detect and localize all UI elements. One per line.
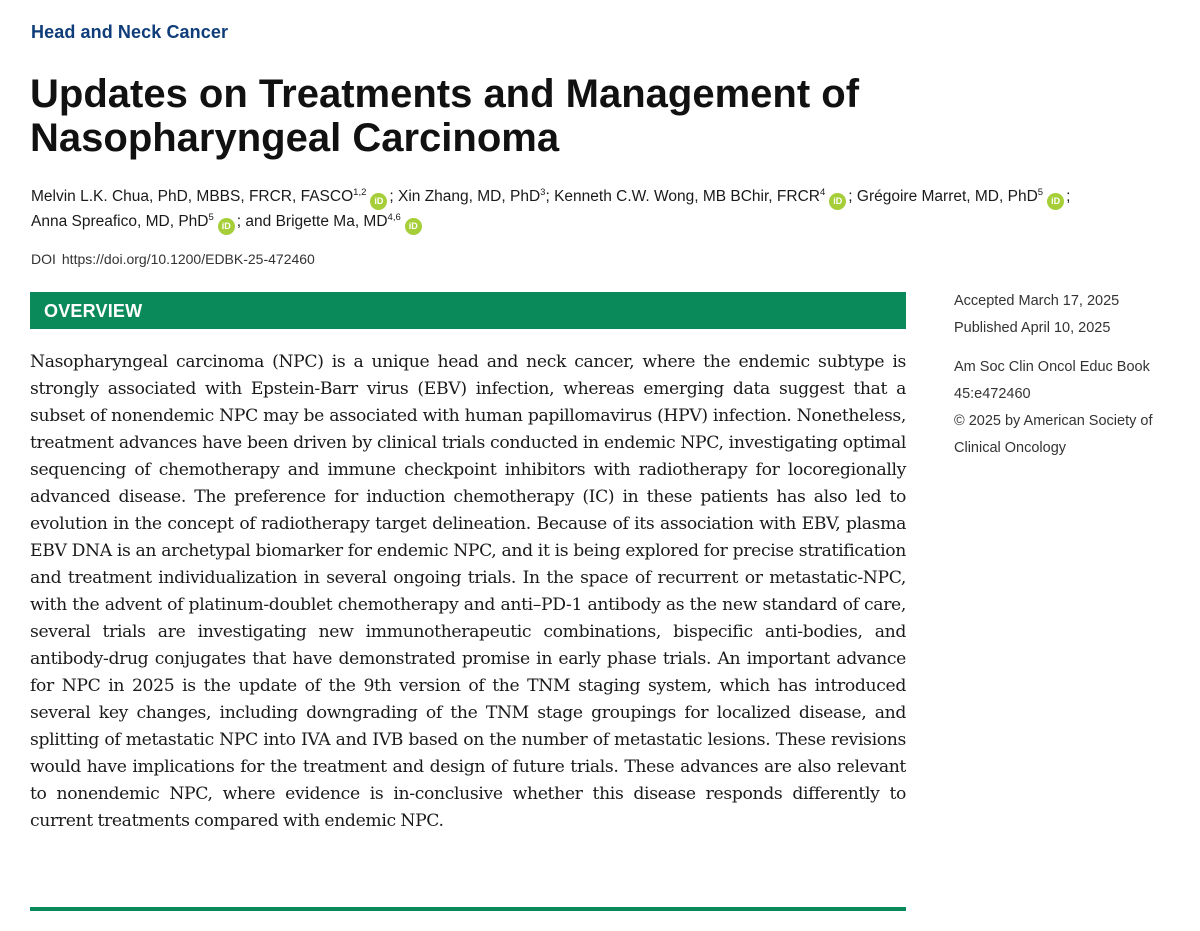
title-line-1: Updates on Treatments and Management of [30, 72, 860, 116]
overview-heading: OVERVIEW [44, 301, 143, 321]
article-meta [954, 288, 1184, 462]
author-affiliation: 3 [540, 187, 546, 198]
orcid-icon[interactable]: iD [1047, 193, 1064, 210]
doi-link[interactable]: https://doi.org/10.1200/EDBK-25-472460 [61, 251, 315, 267]
author-name: Anna Spreafico, MD, PhD [31, 213, 209, 230]
doi-label: DOI [31, 251, 56, 267]
author-separator: ; [1066, 188, 1071, 205]
author-separator: ; [848, 188, 857, 205]
author-list [31, 185, 1191, 235]
article-title [30, 72, 930, 160]
title-line-2: Nasopharyngeal Carcinoma [30, 116, 560, 160]
orcid-icon[interactable]: iD [405, 218, 422, 235]
author-name: Grégoire Marret, MD, PhD [856, 188, 1038, 205]
author-affiliation: 5 [1037, 187, 1044, 198]
journal-volume: 45:e472460 [954, 386, 1031, 402]
author-affiliation: 5 [208, 212, 214, 223]
orcid-icon[interactable]: iD [370, 193, 387, 210]
author-separator: ; [545, 188, 555, 205]
overview-header-bar [30, 292, 906, 329]
journal-citation: Am Soc Clin Oncol Educ Book [954, 359, 1150, 375]
author-affiliation: 4 [819, 187, 826, 198]
bottom-divider [30, 907, 906, 911]
author-separator: ; [389, 188, 398, 205]
copyright-line-2: Clinical Oncology [954, 440, 1067, 456]
orcid-icon[interactable]: iD [218, 218, 235, 235]
accepted-date: Accepted March 17, 2025 [954, 293, 1120, 309]
section-label: Head and Neck Cancer [31, 22, 229, 42]
author-affiliation: 4,6 [387, 212, 401, 223]
author-name: Xin Zhang, MD, PhD [398, 188, 541, 205]
published-date: Published April 10, 2025 [954, 320, 1111, 336]
author-affiliation: 1,2 [353, 187, 367, 198]
orcid-icon[interactable]: iD [829, 193, 846, 210]
meta-spacer [954, 342, 1184, 354]
abstract-text: Nasopharyngeal carcinoma (NPC) is a unique head and neck cancer, where the endemic subtype is strongly associated with Epstein-Barr virus (EBV) infection, whereas emerging data suggest that a subset of nonendemic NPC may be associated with human papillomavirus (HPV) infection. Nonetheless, treatment advances have been driven by clinical trials conducted in endemic NPC, investigating optimal sequencing of chemotherapy and immune checkpoint inhibitors with radiotherapy for locoregionally advanced disease. The preference for induction chemotherapy (IC) in these patients has also led to evolution in the concept of radiotherapy target delineation. Because of its association with EBV, plasma EBV DNA is an archetypal biomarker for endemic NPC, and it is being explored for precise stratification and treatment individualization in several ongoing trials. In the space of recurrent or metastatic-NPC, with the advent of platinum-doublet chemotherapy and anti–PD-1 antibody as the new standard of care, several trials are investigating new immunotherapeutic combinations, bispecific anti-bodies, and antibody-drug conjugates that have demonstrated promise in early phase trials. An important advance for NPC in 2025 is the update of the 9th version of the TNM staging system, which has introduced several key changes, including downgrading of the TNM stage groupings for localized disease, and splitting of metastatic NPC into IVA and IVB based on the number of metastatic lesions. These revisions would have implications for the treatment and design of future trials. These advances are also relevant to nonendemic NPC, where evidence is in-conclusive whether this disease responds differently to current treatments compared with endemic NPC. [30, 352, 906, 831]
author-name: Kenneth C.W. Wong, MB BChir, FRCR [554, 188, 820, 205]
copyright-line-1: © 2025 by American Society of [954, 413, 1153, 429]
author-name: Brigette Ma, MD [275, 213, 388, 230]
doi-line [31, 251, 315, 267]
author-separator: ; and [236, 213, 276, 230]
author-name: Melvin L.K. Chua, PhD, MBBS, FRCR, FASCO [31, 188, 354, 205]
